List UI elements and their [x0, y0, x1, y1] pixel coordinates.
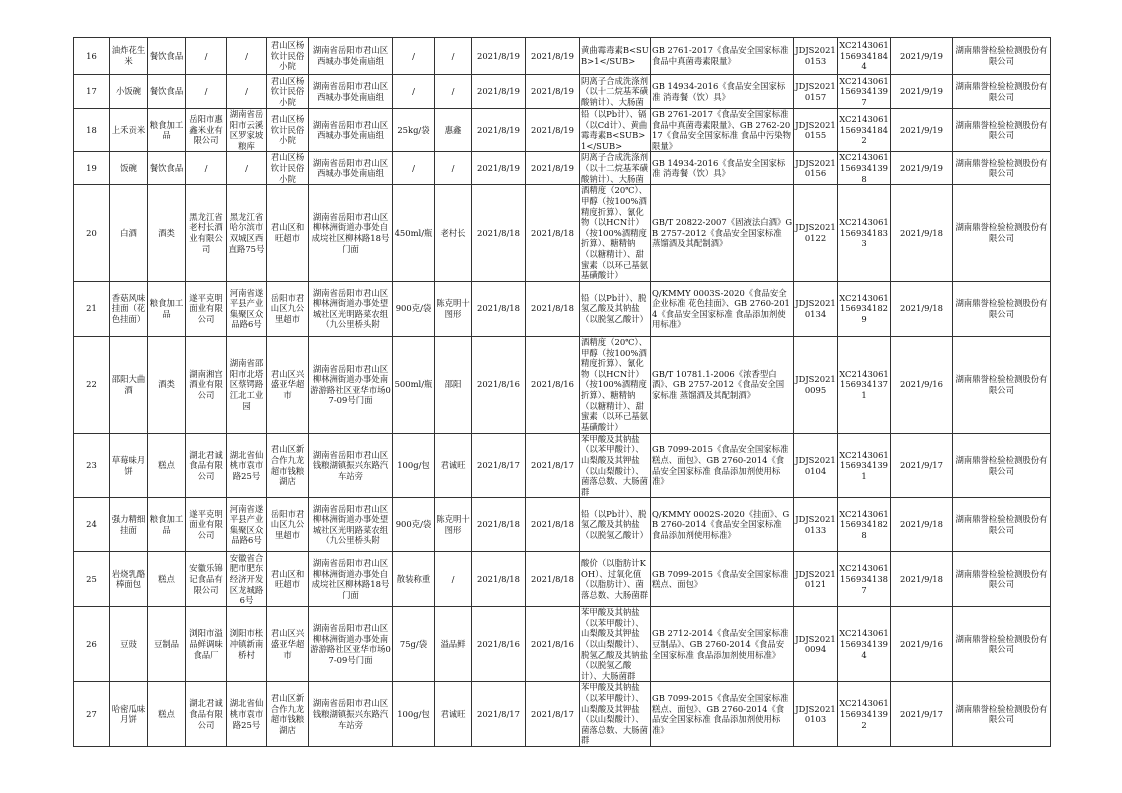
production-date-cell: 2021/8/19	[472, 109, 526, 152]
product-name-cell: 强力精细挂面	[110, 498, 148, 552]
sample-number-cell: XC21430611569341829	[838, 281, 891, 336]
report-number-cell: JDJS20210121	[794, 552, 838, 607]
manufacturer-name-cell: 遂平克明面业有限公司	[186, 281, 227, 336]
test-items-cell: 黄曲霉毒素B<SUB>1</SUB>	[580, 38, 651, 75]
product-name-cell: 小饭碗	[110, 75, 148, 109]
table-row	[74, 682, 1051, 747]
test-items-cell: 铅（以Pb计）、脱氢乙酸及其钠盐（以脱氢乙酸计）	[580, 498, 651, 552]
report-number-cell: JDJS20210155	[794, 109, 838, 152]
seller-name-cell: 君山区和旺超市	[267, 552, 309, 607]
testing-lab-cell: 湖南鼎誉检验检测股份有限公司	[953, 336, 1051, 433]
manufacturer-address-cell: 黑龙江省哈尔滨市双城区西直路75号	[227, 185, 267, 281]
seller-address-cell: 湖南省岳阳市君山区柳林洲街道办事处自成垸社区柳林路18号门面	[309, 552, 393, 607]
food-category-cell: 糕点	[148, 682, 186, 747]
sample-number-cell: XC21430611569341397	[839, 75, 889, 107]
seller-name-cell: 岳阳市君山区九公里超市	[267, 281, 309, 336]
manufacturer-name-cell: 湖北君诚食品有限公司	[186, 433, 227, 498]
food-category-cell: 酒类	[148, 185, 186, 281]
report-number-cell: JDJS20210134	[794, 281, 838, 336]
report-date-cell: 2021/9/18	[891, 185, 953, 281]
test-standard-cell: GB 2761-2017《食品安全国家标准 食品中真菌毒素限量》	[651, 38, 794, 75]
test-items-cell: 酸价（以脂肪计KOH）、过氧化值（以脂肪计）、菌落总数、大肠菌群	[580, 552, 651, 607]
sampling-date-cell: 2021/8/16	[526, 336, 580, 433]
product-name-cell: 豆豉	[110, 607, 148, 682]
test-items-cell: 铅（以Pb计）、镉（以Cd计）、黄曲霉毒素B<SUB>1</SUB>	[580, 109, 651, 152]
sampling-date-cell: 2021/8/18	[526, 185, 580, 281]
product-name-cell: 邵阳大曲酒	[110, 336, 148, 433]
product-name-cell: 岩烧乳酪棒面包	[110, 552, 148, 607]
report-date-cell: 2021/9/17	[891, 433, 953, 498]
testing-lab-cell: 湖南鼎誉检验检测股份有限公司	[953, 552, 1051, 607]
seller-address-cell: 湖南省岳阳市君山区钱粮湖镇振兴东路汽车站旁	[309, 433, 393, 498]
sampling-date-cell: 2021/8/19	[526, 109, 580, 152]
manufacturer-name-cell: /	[186, 75, 227, 109]
test-items-cell: 酒精度（20℃）、甲醇（按100%酒精度折算）、氰化物（以HCN计）（按100%酒精度折算）、糖精钠（以糖精计）、甜蜜素（以环己基氨基磺酸计）	[580, 336, 651, 433]
row-number-cell: 21	[74, 281, 110, 336]
report-number-cell: JDJS20210095	[794, 336, 838, 433]
manufacturer-name-cell: /	[186, 152, 227, 185]
manufacturer-address-cell: 河南省遂平县产业集聚区众品路6号	[227, 281, 267, 336]
specification-cell: 75g/袋	[393, 607, 435, 682]
manufacturer-address-cell: 安徽省合肥市肥东经济开发区龙城路6号	[227, 552, 267, 607]
seller-name-cell: 君山区新合作九龙超市钱粮湖店	[267, 433, 309, 498]
report-date-cell: 2021/9/18	[891, 552, 953, 607]
production-date-cell: 2021/8/17	[472, 433, 526, 498]
specification-cell: 900克/袋	[393, 498, 435, 552]
food-category-cell: 餐饮食品	[148, 152, 186, 185]
sampling-date-cell: 2021/8/19	[526, 38, 580, 75]
row-number-cell: 27	[74, 682, 110, 747]
manufacturer-name-cell: 遂平克明面业有限公司	[186, 498, 227, 552]
sample-number-cell: XC21430611569341371	[838, 336, 891, 433]
row-number-cell: 19	[74, 152, 110, 185]
report-date-cell: 2021/9/19	[891, 152, 953, 185]
manufacturer-name-cell: 湖北君诚食品有限公司	[186, 682, 227, 747]
report-number-cell: JDJS20210156	[794, 152, 838, 185]
seller-address-cell: 湖南省岳阳市君山区柳林洲街道办事处望城社区光明路菜农组（九公里桥头附	[309, 498, 393, 552]
seller-name-cell: 君山区杨钦计民俗小院	[267, 38, 309, 75]
report-date-cell: 2021/9/18	[891, 281, 953, 336]
row-number-cell: 22	[74, 336, 110, 433]
product-name-cell: 香菇风味挂面（花色挂面）	[110, 281, 148, 336]
seller-name-cell: 岳阳市君山区九公里超市	[267, 498, 309, 552]
production-date-cell: 2021/8/18	[472, 281, 526, 336]
brand-cell: /	[435, 75, 472, 109]
manufacturer-address-cell: 河南省遂平县产业集聚区众品路6号	[227, 498, 267, 552]
report-date-cell: 2021/9/16	[891, 607, 953, 682]
row-number-cell: 25	[74, 552, 110, 607]
test-standard-cell: GB 14934-2016《食品安全国家标准 消毒餐（饮）具》	[651, 75, 794, 109]
sample-number-cell: XC21430611569341828	[838, 498, 891, 552]
product-name-cell: 饭碗	[110, 152, 148, 185]
row-number-cell: 20	[74, 185, 110, 281]
test-standard-cell: Q/KMMY 0003S-2020《食品安全企业标准 花色挂面》、GB 2760-2014《食品安全国家标准 食品添加剂使用标准》	[651, 281, 794, 336]
table-row	[74, 552, 1051, 607]
testing-lab-cell: 湖南鼎誉检验检测股份有限公司	[953, 433, 1051, 498]
report-number-cell: JDJS20210153	[794, 38, 838, 75]
sample-number-cell: XC21430611569341392	[838, 682, 891, 747]
production-date-cell: 2021/8/16	[472, 336, 526, 433]
report-number-cell: JDJS20210157	[794, 75, 838, 109]
production-date-cell: 2021/8/18	[472, 185, 526, 281]
seller-address-cell: 湖南省岳阳市君山区钱粮湖镇振兴东路汽车站旁	[309, 682, 393, 747]
sample-number-cell: XC21430611569341398	[839, 152, 889, 184]
seller-name-cell: 君山区兴盛亚华超市	[267, 607, 309, 682]
sampling-date-cell: 2021/8/16	[526, 607, 580, 682]
specification-cell: 900克/袋	[393, 281, 435, 336]
product-name-cell: 上禾贡米	[110, 109, 148, 152]
production-date-cell: 2021/8/18	[472, 498, 526, 552]
testing-lab-cell: 湖南鼎誉检验检测股份有限公司	[953, 498, 1051, 552]
food-category-cell: 豆制品	[148, 607, 186, 682]
manufacturer-name-cell: 黑龙江省老村长酒业有限公司	[186, 185, 227, 281]
test-standard-cell: GB/T 10781.1-2006《浓香型白酒》、GB 2757-2012《食品安全国家标准 蒸馏酒及其配制酒》	[651, 336, 794, 433]
test-items-cell: 苯甲酸及其钠盐（以苯甲酸计）、山梨酸及其钾盐（以山梨酸计）、菌落总数、大肠菌群	[580, 682, 651, 747]
product-name-cell: 油炸花生米	[110, 38, 148, 75]
specification-cell: 500ml/瓶	[393, 336, 435, 433]
brand-cell: 邵阳	[435, 336, 472, 433]
table-row	[74, 607, 1051, 682]
food-category-cell: 餐饮食品	[148, 38, 186, 75]
product-name-cell: 哈密瓜味月饼	[110, 682, 148, 747]
sampling-date-cell: 2021/8/19	[526, 75, 580, 109]
test-items-cell: 酒精度（20℃）、甲醇（按100%酒精度折算）、氰化物（以HCN计）（按100%酒精度折算）、糖精钠（以糖精计）、甜蜜素（以环己基氨基磺酸计）	[580, 185, 651, 281]
test-standard-cell: GB 14934-2016《食品安全国家标准 消毒餐（饮）具》	[651, 152, 794, 185]
report-number-cell: JDJS20210094	[794, 607, 838, 682]
specification-cell: /	[393, 152, 435, 185]
seller-address-cell: 湖南省岳阳市君山区西城办事处南庙组	[309, 109, 393, 152]
brand-cell: /	[435, 38, 472, 75]
report-date-cell: 2021/9/19	[891, 38, 953, 75]
production-date-cell: 2021/8/19	[472, 152, 526, 185]
seller-name-cell: 君山区杨钦计民俗小院	[267, 152, 309, 185]
test-standard-cell: GB 7099-2015《食品安全国家标准 糕点、面包》	[651, 552, 794, 607]
seller-address-cell: 湖南省岳阳市君山区西城办事处南庙组	[309, 152, 393, 185]
test-standard-cell: GB 2712-2014《食品安全国家标准 豆制品》、GB 2760-2014《食品安全国家标准 食品添加剂使用标准》	[651, 607, 794, 682]
test-standard-cell: GB 7099-2015《食品安全国家标准 糕点、面包》、GB 2760-2014《食品安全国家标准 食品添加剂使用标准》	[651, 682, 794, 747]
seller-address-cell: 湖南省岳阳市君山区柳林洲街道办事处南游游路社区亚华市场07-09号门面	[309, 336, 393, 433]
production-date-cell: 2021/8/18	[472, 552, 526, 607]
sampling-date-cell: 2021/8/17	[526, 433, 580, 498]
manufacturer-name-cell: 安徽乐锦记食品有限公司	[186, 552, 227, 607]
production-date-cell: 2021/8/17	[472, 682, 526, 747]
table-row	[74, 185, 1051, 281]
seller-name-cell: 君山区杨钦计民俗小院	[267, 75, 309, 109]
report-date-cell: 2021/9/18	[891, 498, 953, 552]
report-number-cell: JDJS20210133	[794, 498, 838, 552]
sampling-date-cell: 2021/8/18	[526, 281, 580, 336]
specification-cell: 450ml/瓶	[393, 185, 435, 281]
specification-cell: 散装称重	[393, 552, 435, 607]
brand-cell: /	[435, 552, 472, 607]
testing-lab-cell: 湖南鼎誉检验检测股份有限公司	[953, 38, 1051, 75]
row-number-cell: 24	[74, 498, 110, 552]
manufacturer-address-cell: /	[227, 152, 267, 185]
testing-lab-cell: 湖南鼎誉检验检测股份有限公司	[953, 152, 1051, 185]
test-items-cell: 阴离子合成洗涤剂（以十二烷基苯磺酸钠计）、大肠菌	[580, 75, 651, 109]
seller-name-cell: 君山区和旺超市	[267, 185, 309, 281]
testing-lab-cell: 湖南鼎誉检验检测股份有限公司	[953, 109, 1051, 152]
manufacturer-address-cell: 湖南省岳阳市云溪区罗家坡粮库	[227, 109, 267, 152]
production-date-cell: 2021/8/19	[472, 38, 526, 75]
table-row	[74, 281, 1051, 336]
table-row	[74, 152, 1051, 185]
food-category-cell: 粮食加工品	[148, 109, 186, 152]
seller-name-cell: 君山区新合作九龙超市钱粮湖店	[267, 682, 309, 747]
food-category-cell: 糕点	[148, 552, 186, 607]
report-date-cell: 2021/9/19	[891, 75, 953, 109]
report-date-cell: 2021/9/16	[891, 336, 953, 433]
production-date-cell: 2021/8/19	[472, 75, 526, 109]
specification-cell: 100g/包	[393, 682, 435, 747]
sample-number-cell: XC21430611569341391	[838, 433, 891, 498]
sampling-date-cell: 2021/8/18	[526, 552, 580, 607]
sampling-date-cell: 2021/8/19	[526, 152, 580, 185]
test-items-cell: 苯甲酸及其钠盐（以苯甲酸计）、山梨酸及其钾盐（以山梨酸计）、脱氢乙酸及其钠盐（以脱氢乙酸计）、大肠菌群	[580, 607, 651, 682]
row-number-cell: 16	[74, 38, 110, 75]
table-row	[74, 433, 1051, 498]
seller-address-cell: 湖南省岳阳市君山区柳林洲街道办事处望城社区光明路菜农组（九公里桥头附	[309, 281, 393, 336]
testing-lab-cell: 湖南鼎誉检验检测股份有限公司	[953, 185, 1051, 281]
manufacturer-address-cell: /	[227, 38, 267, 75]
brand-cell: /	[435, 152, 472, 185]
testing-lab-cell: 湖南鼎誉检验检测股份有限公司	[953, 607, 1051, 682]
report-date-cell: 2021/9/17	[891, 682, 953, 747]
food-category-cell: 粮食加工品	[148, 498, 186, 552]
test-items-cell: 铅（以Pb计）、脱氢乙酸及其钠盐（以脱氢乙酸计）	[580, 281, 651, 336]
test-standard-cell: Q/KMMY 0002S-2020《挂面》、GB 2760-2014《食品安全国家标准 食品添加剂使用标准》	[651, 498, 794, 552]
seller-name-cell: 君山区兴盛亚华超市	[267, 336, 309, 433]
brand-cell: 溢品鲜	[435, 607, 472, 682]
test-standard-cell: GB 2761-2017《食品安全国家标准 食品中真菌毒素限量》、GB 2762-2017《食品安全国家标准 食品中污染物限量》	[651, 109, 794, 152]
seller-address-cell: 湖南省岳阳市君山区西城办事处南庙组	[309, 75, 393, 109]
test-standard-cell: GB 7099-2015《食品安全国家标准 糕点、面包》、GB 2760-2014《食品安全国家标准 食品添加剂使用标准》	[651, 433, 794, 498]
manufacturer-address-cell: 湖北省仙桃市袁市路25号	[227, 433, 267, 498]
specification-cell: 100g/包	[393, 433, 435, 498]
testing-lab-cell: 湖南鼎誉检验检测股份有限公司	[953, 281, 1051, 336]
sample-number-cell: XC21430611569341842	[838, 109, 891, 152]
brand-cell: 惠鑫	[435, 109, 472, 152]
test-items-cell: 阴离子合成洗涤剂（以十二烷基苯磺酸钠计）、大肠菌	[580, 152, 651, 185]
testing-lab-cell: 湖南鼎誉检验检测股份有限公司	[953, 75, 1051, 109]
sampling-date-cell: 2021/8/18	[526, 498, 580, 552]
food-category-cell: 粮食加工品	[148, 281, 186, 336]
manufacturer-address-cell: 浏阳市枨冲镇新南桥村	[227, 607, 267, 682]
manufacturer-address-cell: /	[227, 75, 267, 109]
specification-cell: 25kg/袋	[393, 109, 435, 152]
manufacturer-name-cell: 岳阳市惠鑫米业有限公司	[186, 109, 227, 152]
table-row	[74, 75, 1051, 109]
food-category-cell: 糕点	[148, 433, 186, 498]
table-row	[74, 38, 1051, 75]
sample-number-cell: XC21430611569341833	[838, 185, 891, 281]
report-number-cell: JDJS20210103	[794, 682, 838, 747]
product-name-cell: 草莓味月饼	[110, 433, 148, 498]
seller-name-cell: 君山区杨钦计民俗小院	[267, 109, 309, 152]
food-category-cell: 餐饮食品	[148, 75, 186, 109]
seller-address-cell: 湖南省岳阳市君山区西城办事处南庙组	[309, 38, 393, 75]
brand-cell: 老村长	[435, 185, 472, 281]
table-row	[74, 109, 1051, 152]
seller-address-cell: 湖南省岳阳市君山区柳林洲街道办事处自成垸社区柳林路18号门面	[309, 185, 393, 281]
table-body	[74, 38, 1051, 747]
food-category-cell: 酒类	[148, 336, 186, 433]
report-number-cell: JDJS20210122	[794, 185, 838, 281]
report-date-cell: 2021/9/19	[891, 109, 953, 152]
brand-cell: 陈克明十图形	[435, 281, 472, 336]
brand-cell: 君诚旺	[435, 433, 472, 498]
specification-cell: /	[393, 38, 435, 75]
table-row	[74, 498, 1051, 552]
inspection-results-table	[73, 37, 1051, 747]
sample-number-cell: XC21430611569341844	[838, 38, 891, 75]
testing-lab-cell: 湖南鼎誉检验检测股份有限公司	[953, 682, 1051, 747]
row-number-cell: 17	[74, 75, 110, 109]
manufacturer-name-cell: 浏阳市溢品鲜调味食品厂	[186, 607, 227, 682]
row-number-cell: 23	[74, 433, 110, 498]
product-name-cell: 白酒	[110, 185, 148, 281]
manufacturer-name-cell: /	[186, 38, 227, 75]
row-number-cell: 26	[74, 607, 110, 682]
brand-cell: 君诚旺	[435, 682, 472, 747]
manufacturer-name-cell: 湖南湘宫酒业有限公司	[186, 336, 227, 433]
test-standard-cell: GB/T 20822-2007《固液法白酒》GB 2757-2012《食品安全国家标准 蒸馏酒及其配制酒》	[651, 185, 794, 281]
brand-cell: 陈克明十图形	[435, 498, 472, 552]
seller-address-cell: 湖南省岳阳市君山区柳林洲街道办事处南游游路社区亚华市场07-09号门面	[309, 607, 393, 682]
manufacturer-address-cell: 湖南省邵阳市北塔区蔡锷路江北工业园	[227, 336, 267, 433]
sample-number-cell: XC21430611569341394	[838, 607, 891, 682]
manufacturer-address-cell: 湖北省仙桃市袁市路25号	[227, 682, 267, 747]
production-date-cell: 2021/8/16	[472, 607, 526, 682]
test-items-cell: 苯甲酸及其钠盐（以苯甲酸计）、山梨酸及其钾盐（以山梨酸计）、菌落总数、大肠菌群	[580, 433, 651, 498]
row-number-cell: 18	[74, 109, 110, 152]
sample-number-cell: XC21430611569341387	[838, 552, 891, 607]
specification-cell: /	[393, 75, 435, 109]
report-number-cell: JDJS20210104	[794, 433, 838, 498]
table-row	[74, 336, 1051, 433]
sampling-date-cell: 2021/8/17	[526, 682, 580, 747]
